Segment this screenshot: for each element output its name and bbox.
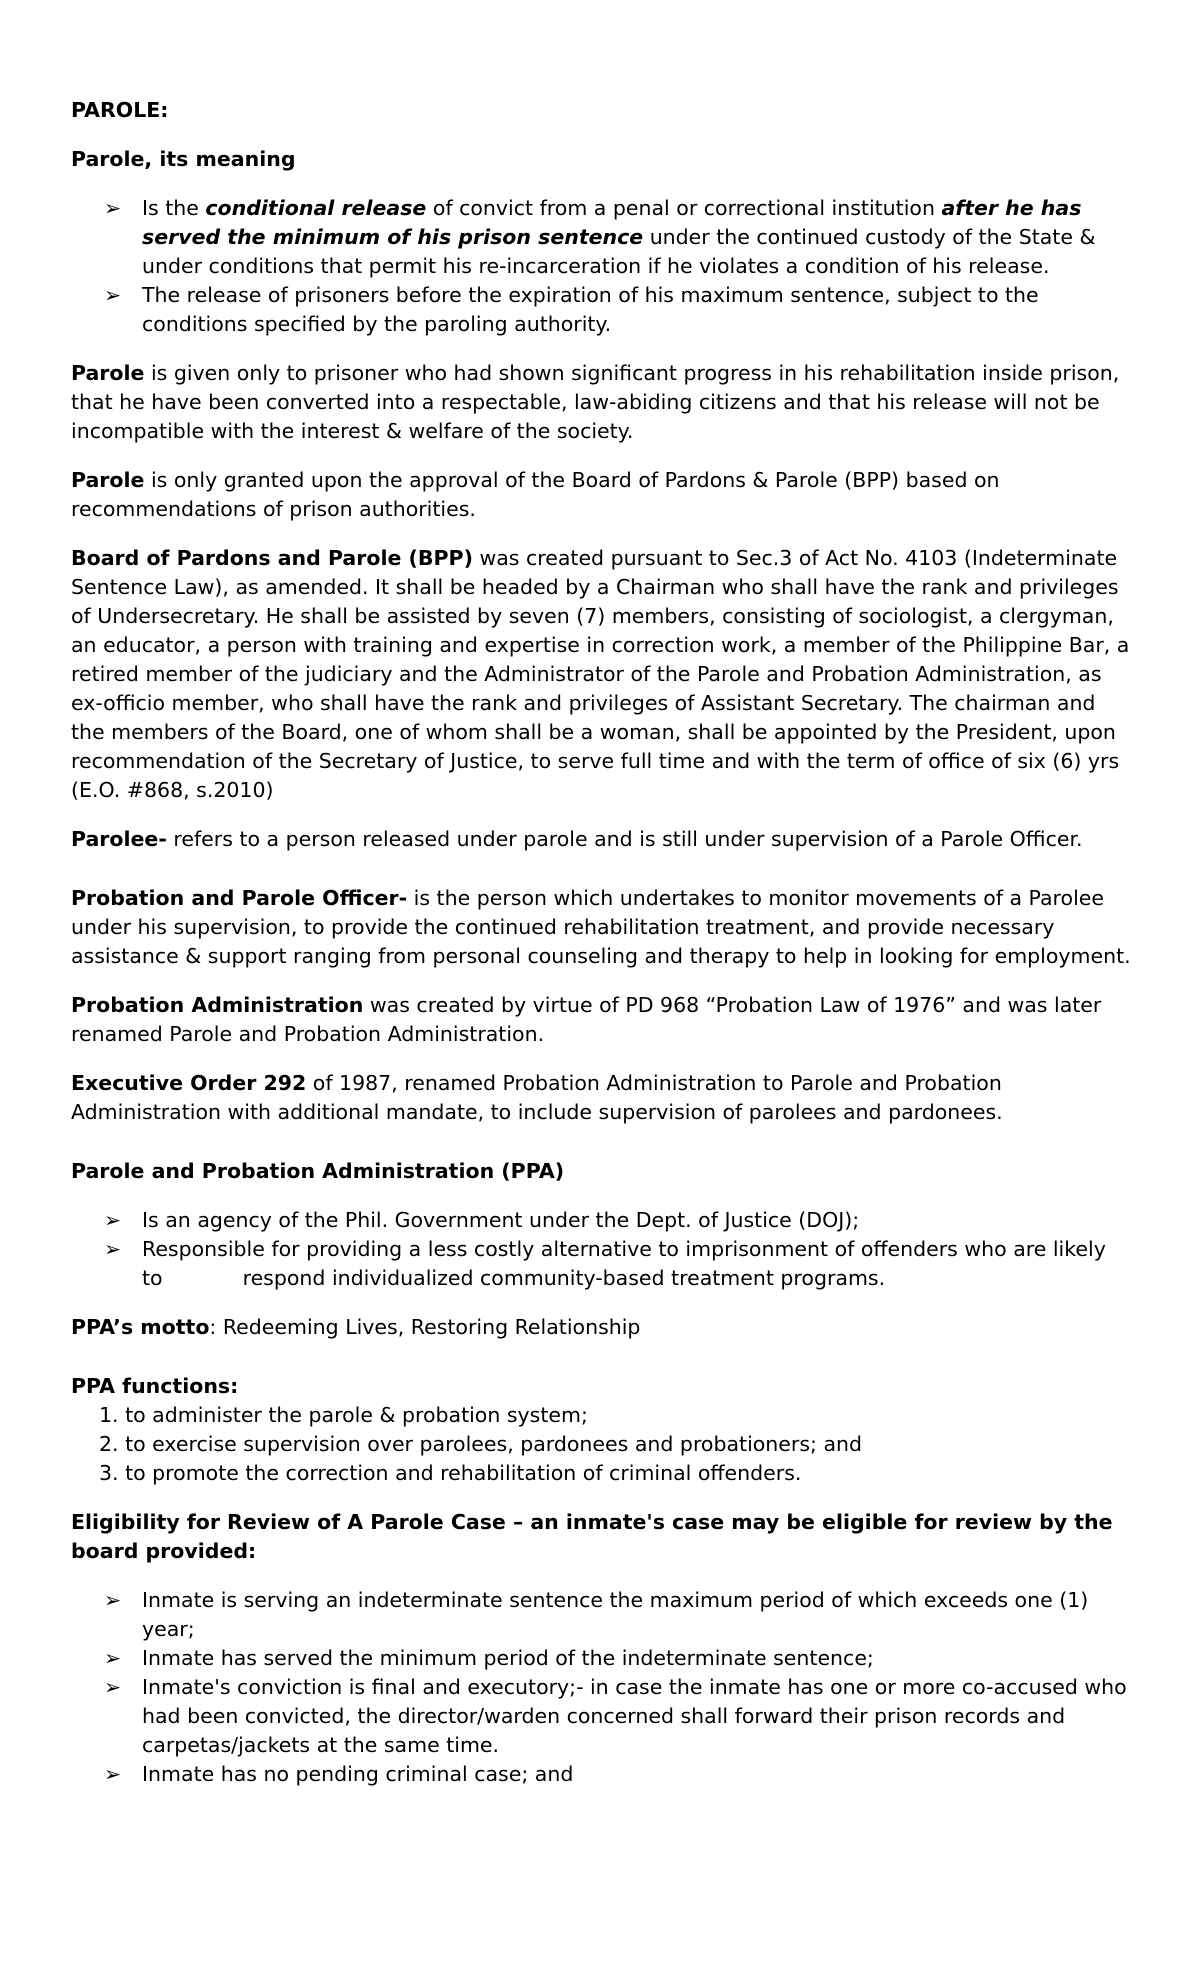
list-item: 1. to administer the parole & probation system; — [99, 1403, 588, 1427]
arrow-bullet-icon: ➢ — [104, 1237, 122, 1261]
paragraph-officer: Probation and Parole Officer- is the person which undertakes to monitor movements of a Parolee under his supervision, to provide the continued rehabilitation treatment, and provide necessary assistance & support ranging from personal counseling and therapy to help in looking for employment. — [71, 886, 1131, 968]
paragraph-parole-given: Parole is given only to prisoner who had shown significant progress in his rehabilitation inside prison, that he have been converted into a respectable, law-abiding citizens and that his release will not be incompatible with the interest & welfare of the society. — [71, 361, 1120, 443]
arrow-bullet-icon: ➢ — [104, 1675, 122, 1699]
list-item: ➢ Responsible for providing a less costly alternative to imprisonment of offenders who are likely to respond individualized community-based treatment programs. — [104, 1237, 1106, 1290]
arrow-bullet-icon: ➢ — [104, 1208, 122, 1232]
list-item: 2. to exercise supervision over parolees, pardonees and probationers; and — [99, 1432, 863, 1456]
emphasis: after he has served the minimum of his prison sentence — [142, 196, 1082, 249]
arrow-bullet-icon: ➢ — [104, 283, 122, 307]
functions-list — [71, 1401, 1132, 1488]
meaning-list — [71, 194, 1132, 339]
arrow-bullet-icon: ➢ — [104, 1588, 122, 1612]
ppa-list — [71, 1206, 1132, 1293]
list-item: ➢ The release of prisoners before the expiration of his maximum sentence, subject to the conditions specified by the paroling authority. — [104, 283, 1039, 336]
section-heading-meaning: Parole, its meaning — [71, 147, 296, 171]
list-item: ➢ Inmate has no pending criminal case; and — [71, 1760, 1132, 1789]
paragraph-parole-granted: Parole is only granted upon the approval of the Board of Pardons & Parole (BPP) based on recommendations of prison authorities. — [71, 468, 1000, 521]
list-item: ➢ Inmate is serving an indeterminate sentence the maximum period of which exceeds one (1) year; — [104, 1588, 1089, 1641]
list-item: 3. to promote the correction and rehabilitation of criminal offenders. — [99, 1461, 802, 1485]
list-item: ➢ Is an agency of the Phil. Government under the Dept. of Justice (DOJ); — [71, 1206, 1132, 1235]
paragraph-probation-admin: Probation Administration was created by virtue of PD 968 “Probation Law of 1976” and was later renamed Parole and Probation Administration. — [71, 993, 1102, 1046]
document-title: PAROLE: — [71, 98, 169, 122]
paragraph-motto: PPA’s motto: Redeeming Lives, Restoring Relationship — [71, 1315, 641, 1339]
paragraph-executive-order: Executive Order 292 of 1987, renamed Probation Administration to Parole and Probation Administration with additional mandate, to include supervision of parolees and pardonees. — [71, 1071, 1003, 1124]
section-heading-functions: PPA functions: — [71, 1374, 239, 1398]
arrow-bullet-icon: ➢ — [104, 1762, 122, 1786]
list-item: ➢ Inmate has served the minimum period of the indeterminate sentence; — [71, 1644, 1132, 1673]
list-item: ➢ Is the conditional release of convict from a penal or correctional institution after he has served the minimum of his prison sentence under the continued custody of the State & under conditions that permit his re-incarceration if he violates a condition of his release. — [104, 196, 1096, 278]
paragraph-parolee: Parolee- refers to a person released under parole and is still under supervision of a Parole Officer. — [71, 827, 1083, 851]
list-item: ➢ Inmate's conviction is final and executory;- in case the inmate has one or more co-accused who had been convicted, the director/warden concerned shall forward their prison records and carpetas/jackets at the same time. — [104, 1675, 1127, 1757]
section-heading-eligibility: Eligibility for Review of A Parole Case – an inmate's case may be eligible for review by the board provided: — [71, 1510, 1113, 1563]
emphasis: conditional release — [205, 196, 427, 220]
arrow-bullet-icon: ➢ — [104, 1646, 122, 1670]
section-heading-ppa: Parole and Probation Administration (PPA) — [71, 1159, 565, 1183]
paragraph-bpp: Board of Pardons and Parole (BPP) was created pursuant to Sec.3 of Act No. 4103 (Indeterminate Sentence Law), as amended. It shall be headed by a Chairman who shall have the rank and privileges of Undersecretary. He shall be assisted by seven (7) members, consisting of sociologist, a clergyman, an educator, a person with training and expertise in correction work, a member of the Philippine Bar, a retired member of the judiciary and the Administrator of the Parole and Probation Administration, as ex-officio member, who shall have the rank and privileges of Assistant Secretary. The chairman and the members of the Board, one of whom shall be a woman, shall be appointed by the President, upon recommendation of the Secretary of Justice, to serve full time and with the term of office of six (6) yrs (E.O. #868, s.2010) — [71, 546, 1130, 802]
arrow-bullet-icon: ➢ — [104, 196, 122, 220]
eligibility-list — [71, 1586, 1132, 1789]
